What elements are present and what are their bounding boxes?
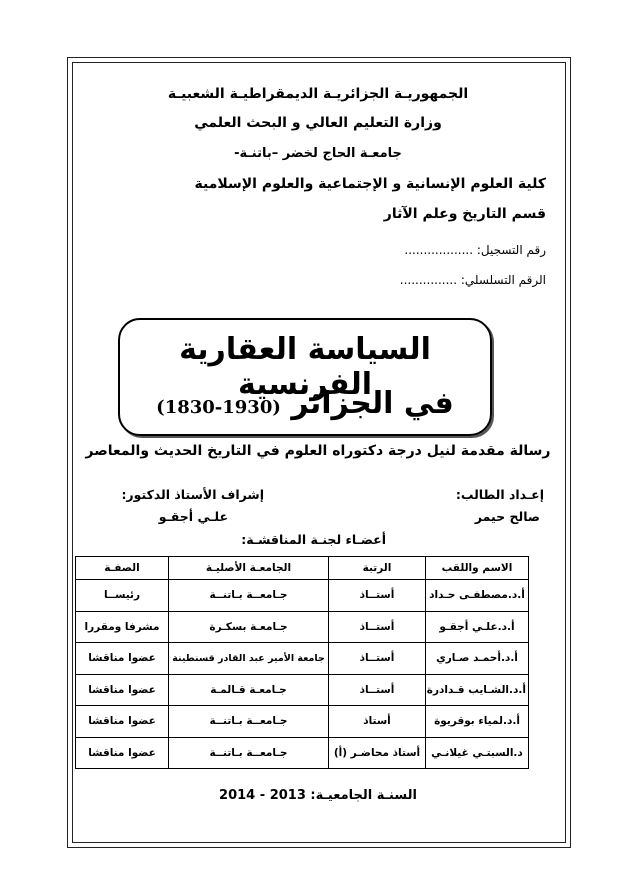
table-row — [76, 611, 529, 643]
student-name: صالح حيمر — [474, 509, 540, 524]
department-header: قسم التاريخ وعلم الآثار — [383, 206, 546, 222]
jury-university: جامعة الأمير عبد القادر قسنطينة — [169, 643, 329, 675]
jury-col-role: الصفـة — [76, 557, 169, 580]
ministry-header: وزارة التعليم العالي و البحث العلمي — [194, 115, 442, 131]
jury-col-name: الاسم واللقب — [426, 557, 529, 580]
jury-university: جـامعـة بسكـرة — [169, 611, 329, 643]
jury-name: أ.د.مصطفـى حـداد — [426, 580, 529, 612]
registration-number: رقم التسجيل: .................. — [404, 243, 546, 257]
title-box — [118, 318, 492, 436]
jury-name: أ.د.لمياء بوقريوة — [426, 706, 529, 738]
thesis-note: رسالة مقدمة لنيل درجة دكتوراه العلوم في التاريخ الحديث والمعاصر — [85, 443, 551, 459]
table-row — [76, 580, 529, 612]
table-row — [76, 737, 529, 769]
republic-header: الجمهوريـة الجزائريـة الديمقراطيـة الشعبيـة — [167, 86, 469, 102]
jury-name: أ.د.علـي أجقـو — [426, 611, 529, 643]
jury-role: مشرفا ومقررا — [76, 611, 169, 643]
jury-rank: أستاذ — [329, 706, 426, 738]
faculty-header: كلية العلوم الإنسانية و الإجتماعية والعلوم الإسلامية — [194, 176, 546, 192]
jury-role: رئيســا — [76, 580, 169, 612]
title-line-2 — [120, 386, 490, 421]
serial-number: الرقم التسلسلي: ............... — [399, 273, 546, 287]
supervisor-label: إشراف الأستاذ الدكتور: — [121, 487, 264, 502]
jury-university: جـامعــة بـاتنــة — [169, 706, 329, 738]
jury-name: أ.د.أحمـد صـاري — [426, 643, 529, 675]
title-line-1: السياسة العقارية الفرنسية — [179, 332, 431, 402]
jury-role: عضوا مناقشا — [76, 737, 169, 769]
jury-university: جـامعــة بـاتنــة — [169, 737, 329, 769]
jury-role: عضوا مناقشا — [76, 706, 169, 738]
title-line-2-text: في الجزائر — [291, 386, 454, 421]
jury-label: أعضـاء لجنـة المناقشـة: — [241, 532, 386, 547]
jury-university: جـامعـة قـالمـة — [169, 674, 329, 706]
jury-role: عضوا مناقشا — [76, 674, 169, 706]
title-years: (1830-1930) — [156, 397, 281, 418]
student-label: إعـداد الطالب: — [455, 487, 544, 502]
jury-rank: أستــاذ — [329, 674, 426, 706]
jury-table — [75, 556, 529, 769]
jury-rank: أستاذ محاضـر (أ) — [329, 737, 426, 769]
supervisor-name: علـي أجقـو — [158, 509, 228, 524]
jury-name: أ.د.الشـايب قـدادرة — [426, 674, 529, 706]
jury-name: د.السبتـي غيلانـي — [426, 737, 529, 769]
jury-rank: أستــاذ — [329, 611, 426, 643]
table-row — [76, 643, 529, 675]
jury-col-university: الجامعـة الأصليـة — [169, 557, 329, 580]
table-row — [76, 674, 529, 706]
jury-col-rank: الرتبة — [329, 557, 426, 580]
jury-university: جـامعــة بـاتنــة — [169, 580, 329, 612]
jury-role: عضوا مناقشا — [76, 643, 169, 675]
table-row — [76, 706, 529, 738]
university-header: جامعـة الحاج لخضر –باتنـة- — [234, 146, 402, 161]
academic-year: السنـة الجامعيـة: 2013 - 2014 — [219, 788, 417, 803]
jury-rank: أستــاذ — [329, 643, 426, 675]
jury-rank: أستــاذ — [329, 580, 426, 612]
jury-header-row — [76, 557, 529, 580]
